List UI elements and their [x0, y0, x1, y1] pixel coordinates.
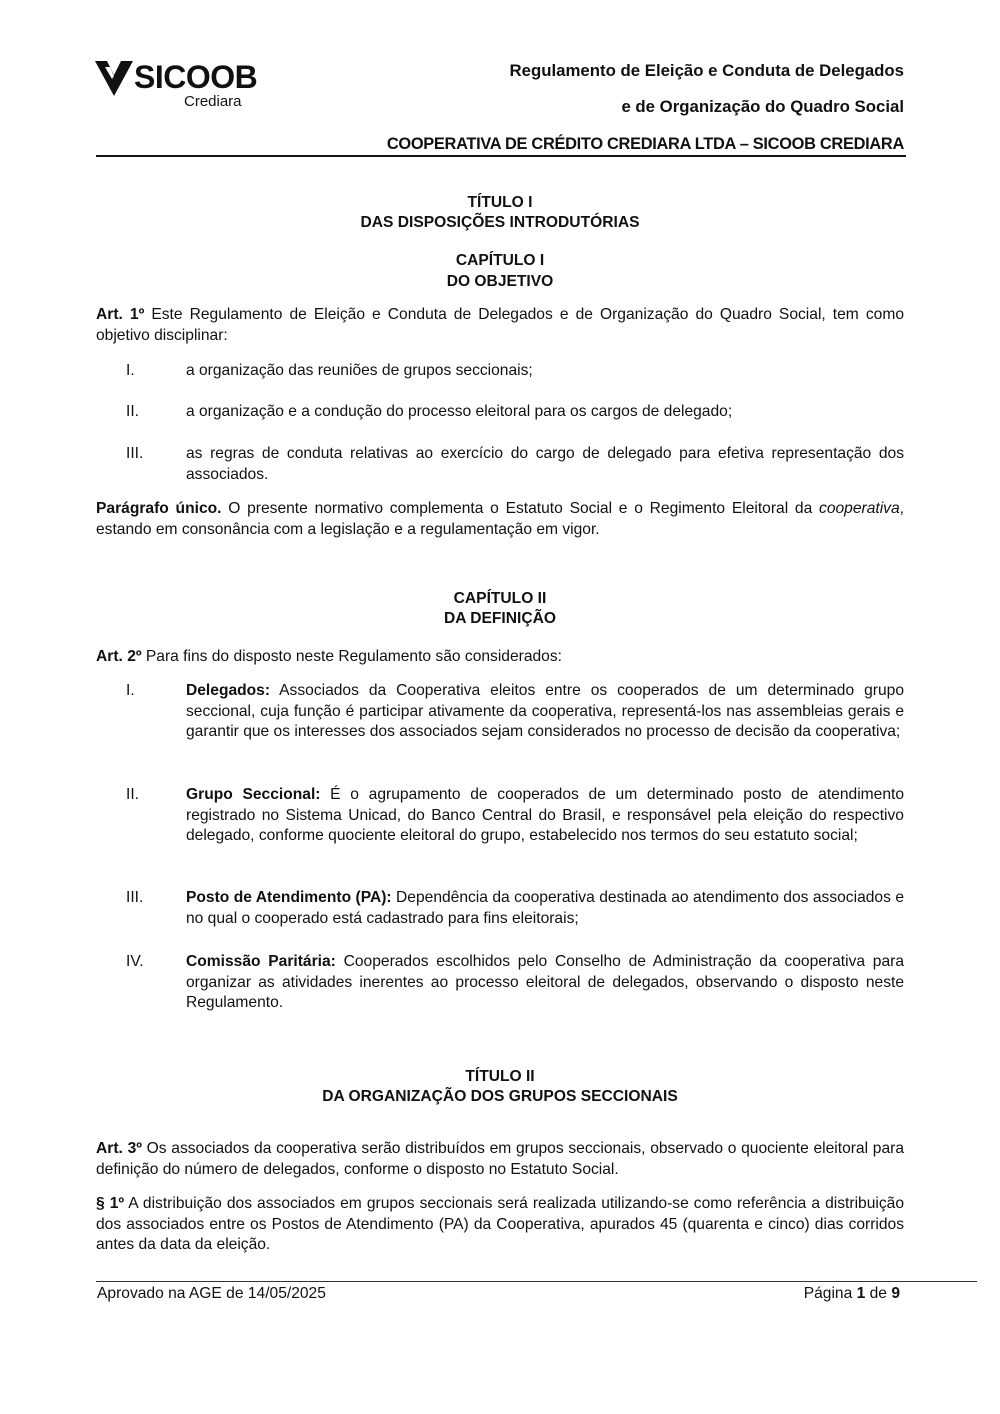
capitulo-1-label: CAPÍTULO I	[455, 252, 545, 269]
item-number: III.	[126, 889, 144, 906]
document-title-line2: e de Organização do Quadro Social	[621, 97, 904, 116]
titulo-2-label: TÍTULO II	[465, 1068, 535, 1085]
header-divider	[96, 155, 906, 157]
page-number	[804, 1285, 900, 1303]
item-text: a organização e a condução do processo eleitoral para os cargos de delegado;	[186, 403, 733, 420]
item-number: III.	[126, 445, 144, 462]
capitulo-2-label: CAPÍTULO II	[453, 590, 547, 607]
article-1-text: Este Regulamento de Eleição e Conduta de Delegados e de Organização do Quadro Social, tem como objetivo disciplinar:	[96, 306, 904, 344]
article-1-item	[126, 402, 904, 423]
item-text: a organização das reuniões de grupos seccionais;	[186, 362, 533, 379]
paragrafo-text: O presente normativo complementa o Estatuto Social e o Regimento Eleitoral da	[221, 500, 820, 517]
paragrafo-label: Parágrafo único.	[96, 500, 222, 517]
sicoob-logo	[94, 57, 258, 113]
page-of: de	[865, 1285, 892, 1302]
article-1-item	[126, 361, 904, 382]
article-2-item	[126, 681, 904, 743]
article-1	[96, 305, 904, 346]
page-current: 1	[856, 1285, 866, 1302]
item-text: as regras de conduta relativas ao exercício do cargo de delegado para efetiva representação dos associados.	[186, 445, 904, 483]
item-number: II.	[126, 786, 139, 803]
item-term: Posto de Atendimento (PA):	[186, 889, 392, 906]
item-text	[186, 952, 904, 1014]
item-definition: Associados da Cooperativa eleitos entre os cooperados de um determinado grupo seccional, cuja função é participar ativamente da cooperativa, representá-los nas assembleias gerais e garantir que os interesses dos associados sejam considerados no processo de decisão da cooperativa;	[186, 682, 904, 740]
item-definition: Dependência da cooperativa destinada ao atendimento dos associados e no qual o cooperado está cadastrado para fins eleitorais;	[186, 889, 904, 927]
capitulo-1-name: DO OBJETIVO	[446, 273, 554, 290]
item-number: IV.	[126, 953, 144, 970]
sicoob-logo-icon	[94, 58, 134, 98]
article-2-item	[126, 952, 904, 1014]
item-text	[186, 681, 904, 743]
document-title-line1: Regulamento de Eleição e Conduta de Delegados	[509, 61, 904, 80]
paragraph-text: A distribuição dos associados em grupos seccionais será realizada utilizando-se como referência a distribuição dos associados entre os Postos de Atendimento (PA) da Cooperativa, apurados 45 (quarenta e cinco) dias corridos antes da data da eleição.	[96, 1195, 905, 1253]
titulo-2-name: DA ORGANIZAÇÃO DOS GRUPOS SECCIONAIS	[322, 1088, 678, 1105]
item-text	[186, 785, 904, 847]
footer-divider	[96, 1281, 977, 1282]
article-2-text: Para fins do disposto neste Regulamento são considerados:	[141, 648, 562, 665]
paragraph-label: § 1º	[96, 1195, 125, 1212]
article-1-paragrafo-unico	[96, 499, 904, 540]
article-1-label: Art. 1º	[96, 306, 145, 323]
page-prefix: Página	[803, 1285, 857, 1302]
titulo-1-label: TÍTULO I	[467, 194, 533, 211]
page-total: 9	[891, 1285, 900, 1302]
titulo-1-name: DAS DISPOSIÇÕES INTRODUTÓRIAS	[360, 214, 640, 231]
article-3	[96, 1139, 904, 1180]
paragrafo-text-end: , estando em consonância com a legislação e a regulamentação em vigor.	[96, 500, 904, 538]
article-3-paragraph-1	[96, 1194, 904, 1256]
item-term: Grupo Seccional:	[186, 786, 321, 803]
item-number: II.	[126, 403, 139, 420]
item-definition: Cooperados escolhidos pelo Conselho de Administração da cooperativa para organizar as atividades inerentes ao processo eleitoral de delegados, observando o disposto neste Regulamento.	[186, 953, 904, 1011]
item-definition: É o agrupamento de cooperados de um determinado posto de atendimento registrado no Sistema Unicad, do Banco Central do Brasil, e responsável pela eleição do respectivo delegado, conforme quociente eleitoral do grupo, estabelecido nos termos do seu estatuto social;	[186, 786, 905, 844]
article-2-label: Art. 2º	[96, 648, 142, 665]
item-number: I.	[126, 362, 135, 379]
footer-approval: Aprovado na AGE de 14/05/2025	[97, 1285, 326, 1302]
article-2	[96, 647, 904, 668]
article-1-item	[126, 444, 904, 485]
organization-name: COOPERATIVA DE CRÉDITO CREDIARA LTDA – SICOOB CREDIARA	[386, 135, 904, 153]
article-2-item	[126, 785, 904, 847]
article-2-item	[126, 888, 904, 929]
paragrafo-italic-text: cooperativa	[819, 500, 900, 517]
item-number: I.	[126, 682, 135, 699]
logo-sub-text: Crediara	[184, 93, 242, 110]
logo-brand-text: SICOOB	[134, 59, 258, 95]
capitulo-2-name: DA DEFINIÇÃO	[443, 610, 557, 627]
article-3-label: Art. 3º	[96, 1140, 142, 1157]
item-term: Comissão Paritária:	[186, 953, 336, 970]
article-3-text: Os associados da cooperativa serão distribuídos em grupos seccionais, observado o quociente eleitoral para definição do número de delegados, conforme o disposto no Estatuto Social.	[96, 1140, 904, 1178]
item-term: Delegados:	[186, 682, 271, 699]
item-text	[186, 888, 904, 929]
